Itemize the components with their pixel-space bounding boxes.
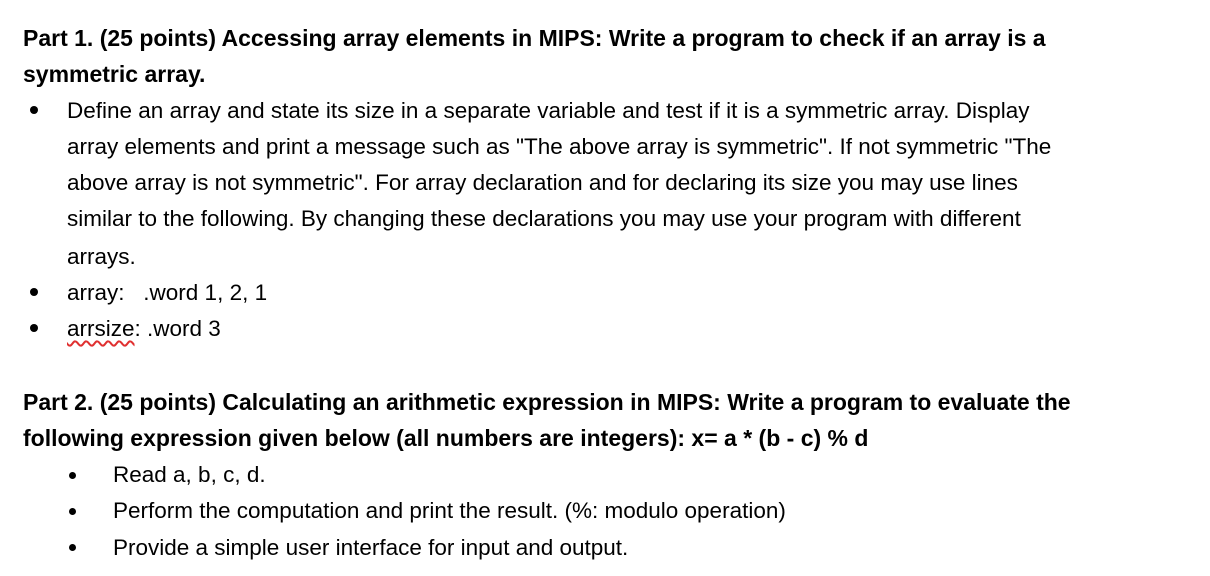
part1-heading-line1: Part 1. (25 points) Accessing array elements in MIPS: Write a program to check if an array is a — [23, 25, 1046, 51]
part2-heading-line2: following expression given below (all numbers are integers): x= a * (b - c) % d — [23, 425, 869, 451]
array-value: .word 1, 2, 1 — [143, 280, 268, 305]
bullet-icon — [30, 324, 38, 332]
bullet-icon — [69, 508, 76, 515]
arrsize-value: : .word 3 — [134, 316, 221, 341]
bullet-icon — [30, 106, 38, 114]
bullet-icon — [69, 472, 76, 479]
part1-bullet3 — [67, 311, 221, 347]
array-label: array: — [67, 280, 125, 305]
bullet-icon — [69, 544, 76, 551]
part2-bullet1: Read a, b, c, d. — [113, 462, 266, 487]
arrsize-label: arrsize — [67, 316, 135, 341]
part2-bullet2: Perform the computation and print the result. (%: modulo operation) — [113, 498, 786, 523]
part2-bullet3: Provide a simple user interface for input and output. — [113, 535, 629, 560]
part2-heading-line1: Part 2. (25 points) Calculating an arithmetic expression in MIPS: Write a program to evaluate the — [23, 389, 1071, 415]
bullet-icon — [30, 288, 38, 296]
part1-bullet1-line3: above array is not symmetric". For array declaration and for declaring its size you may use lines — [67, 170, 1018, 195]
part1-bullet1-line5: arrays. — [67, 244, 136, 269]
part1-bullet1-line4: similar to the following. By changing these declarations you may use your program with different — [67, 206, 1021, 231]
part1-bullet2 — [67, 275, 267, 311]
part1-bullet1-line1: Define an array and state its size in a separate variable and test if it is a symmetric array. Display — [67, 98, 1030, 123]
part1-bullet1-line2: array elements and print a message such as "The above array is symmetric". If not symmetric "The — [67, 134, 1052, 159]
part1-heading-line2: symmetric array. — [23, 61, 206, 87]
